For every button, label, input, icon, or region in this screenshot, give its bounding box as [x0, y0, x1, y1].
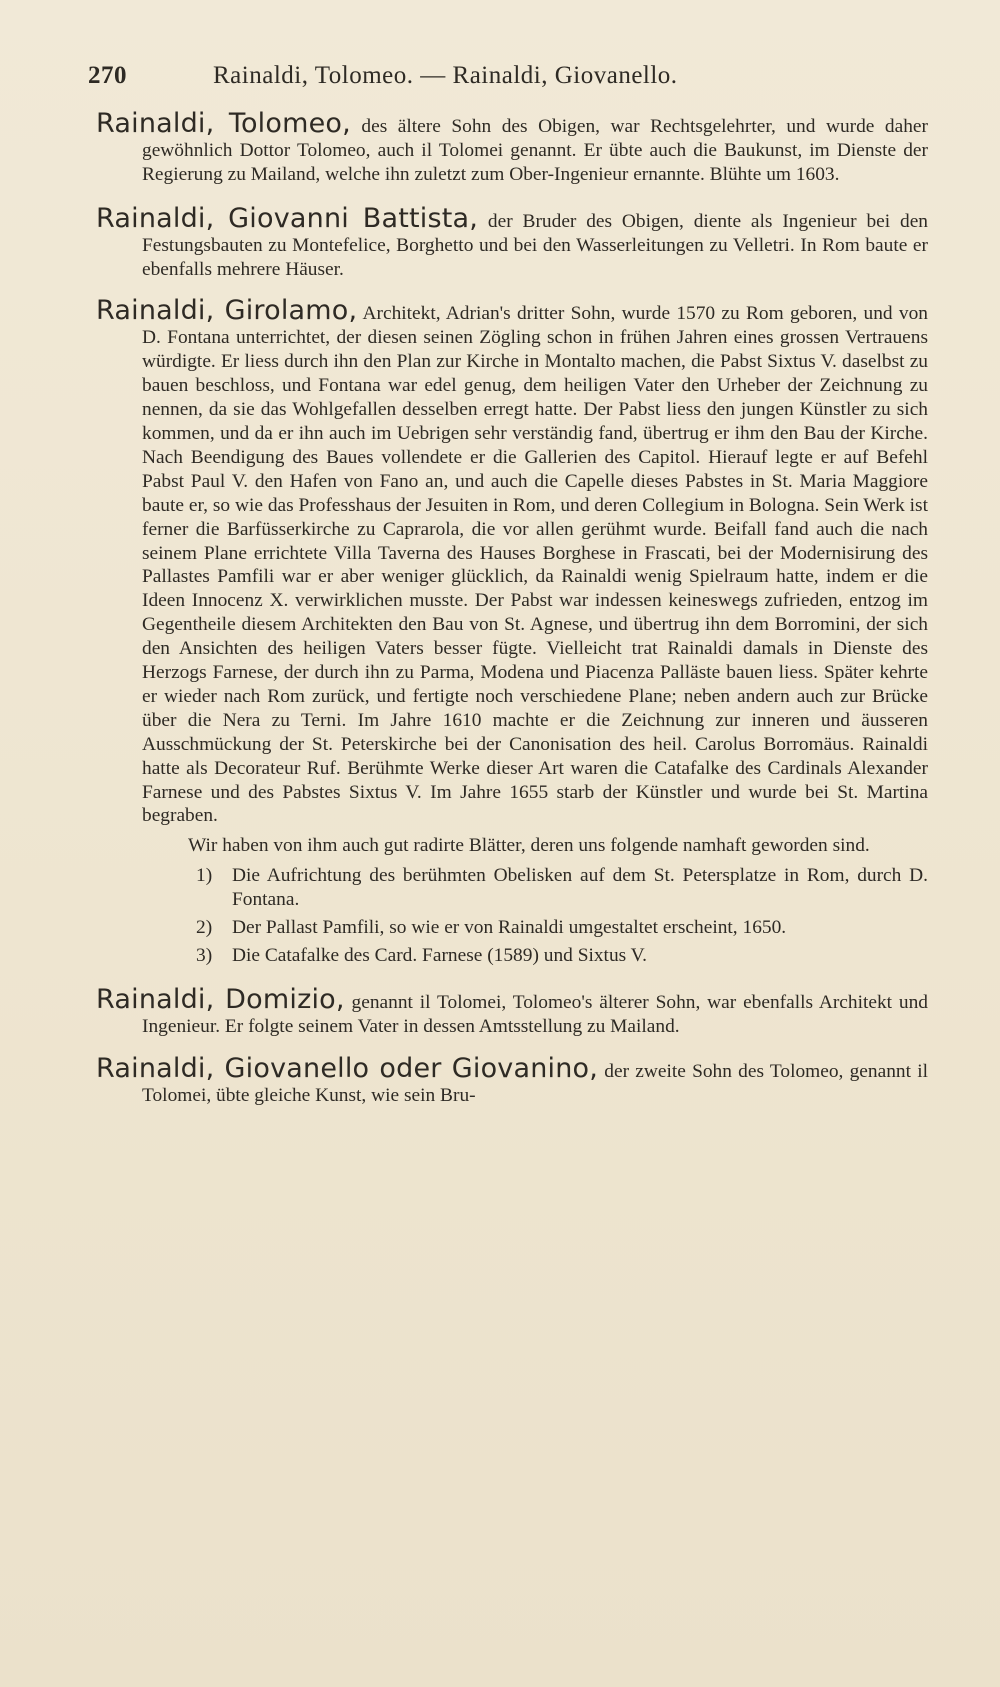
entry-girolamo [96, 295, 928, 828]
entry-text: Architekt, Adrian's dritter Sohn, wurde 1570 zu Rom geboren, und von D. Fontana unterrichtet, der diesen seinen Zögling schon in frühen Jahren eines grossen Vertrauens würdigte. Er liess durch ihn den Plan zur Kirche in Montalto machen, die Pabst Sixtus V. daselbst zu bauen beschloss, und Fontana war edel genug, dem heiligen Vater den Urheber der Zeichnung zu nennen, da sie das Wohlgefallen desselben erregt hatte. Der Pabst liess den jungen Künstler zu sich kommen, und da er ihn auch im Uebrigen sehr verständig fand, übertrug er ihm den Bau der Kirche. Nach Beendigung des Baues vollendete er die Gallerien des Capitol. Hierauf legte er auf Befehl Pabst Paul V. den Hafen von Fano an, und auch die Capelle dieses Pabstes in St. Maria Maggiore baute er, so wie das Professhaus der Jesuiten in Rom, und deren Collegium in Bologna. Sein Werk ist ferner die Barfüsserkirche zu Caprarola, die vor allen gerühmt wurde. Beifall fand auch die nach seinem Plane errichtete Villa Taverna des Hauses Borghese in Frascati, bei der Modernisirung des Pallastes Pamfili war er aber weniger glücklich, da Rainaldi wenig Spielraum hatte, indem er die Ideen Innocenz X. verwirklichen musste. Der Pabst war indessen keineswegs zufrieden, entzog im Gegentheile diesem Architekten den Bau von St. Agnese, und übertrug ihn dem Borromini, der sich den Ansichten des heiligen Vaters besser fügte. Vielleicht trat Rainaldi damals in Dienste des Herzogs Farnese, der durch ihn zu Parma, Modena und Piacenza Palläste bauen liess. Später kehrte er wieder nach Rom zurück, und fertigte noch verschiedene Plane; neben andern auch zur Brücke über die Nera zu Terni. Im Jahre 1610 machte er die Zeichnung zur inneren und äusseren Ausschmückung der St. Peterskirche bei der Canonisation des heil. Carolus Borromäus. Rainaldi hatte als Decorateur Ruf. Berühmte Werke dieser Art waren die Catafalke des Cardinals Alexander Farnese und des Pabstes Sixtus V. Im Jahre 1655 starb der Künstler und wurde bei St. Martina begraben. [142, 303, 928, 827]
entry-text: genannt il Tolomei, Tolomeo's älterer Sohn, war ebenfalls Architekt und Ingenieur. Er folgte seinem Vater in dessen Amtsstellung zu Mailand. [142, 991, 928, 1037]
list-item [96, 944, 928, 968]
list-item-number: 2) [196, 917, 213, 939]
list-item [96, 864, 928, 912]
entry-headword: Rainaldi, Domizio, [96, 983, 345, 1015]
page-number: 270 [88, 62, 127, 89]
entry-domizio [96, 983, 928, 1039]
list-item-text: Die Aufrichtung des berühmten Obelisken auf dem St. Petersplatze in Rom, durch D. Fontana. [232, 865, 928, 911]
entry-headword: Rainaldi, Giovanni Battista, [96, 202, 479, 234]
list-item-text: Die Catafalke des Card. Farnese (1589) und Sixtus V. [232, 945, 648, 966]
entry-giovanni-battista [96, 202, 928, 282]
page-header [88, 62, 928, 94]
entry-text: des ältere Sohn des Obigen, war Rechtsgelehrter, und wurde daher gewöhnlich Dottor Tolomeo, auch il Tolomei genannt. Er übte auch die Baukunst, im Dienste der Regierung zu Mailand, welche ihn zuletzt zum Ober-Ingenieur ernannte. Blühte um 1603. [142, 116, 928, 185]
entry-headword: Rainaldi, Tolomeo, [96, 108, 351, 139]
entry-tolomeo [96, 108, 928, 187]
running-title: Rainaldi, Tolomeo. — Rainaldi, Giovanello. [213, 62, 678, 89]
entry-headword: Rainaldi, Giovanello oder Giovanino, [96, 1052, 599, 1084]
list-item-number: 3) [196, 945, 213, 966]
list-item-text: Der Pallast Pamfili, so wie er von Rainaldi umgestaltet erscheint, 1650. [232, 917, 787, 939]
etchings-list [96, 864, 928, 968]
etchings-intro: Wir haben von ihm auch gut radirte Blätter, deren uns folgende namhaft geworden sind. [188, 835, 870, 857]
list-item-number: 1) [196, 865, 213, 887]
entry-giovanello [96, 1052, 928, 1108]
page-content [96, 108, 928, 1108]
list-item [96, 916, 928, 940]
entry-text: der zweite Sohn des Tolomeo, genannt il Tolomei, übte gleiche Kunst, wie sein Bru- [142, 1060, 928, 1106]
entry-headword: Rainaldi, Girolamo, [96, 295, 358, 327]
entry-text: der Bruder des Obigen, diente als Ingenieur bei den Festungsbauten zu Montefelice, Borghetto und bei den Wasserleitungen zu Velletri. In Rom baute er ebenfalls mehrere Häuser. [142, 210, 928, 280]
